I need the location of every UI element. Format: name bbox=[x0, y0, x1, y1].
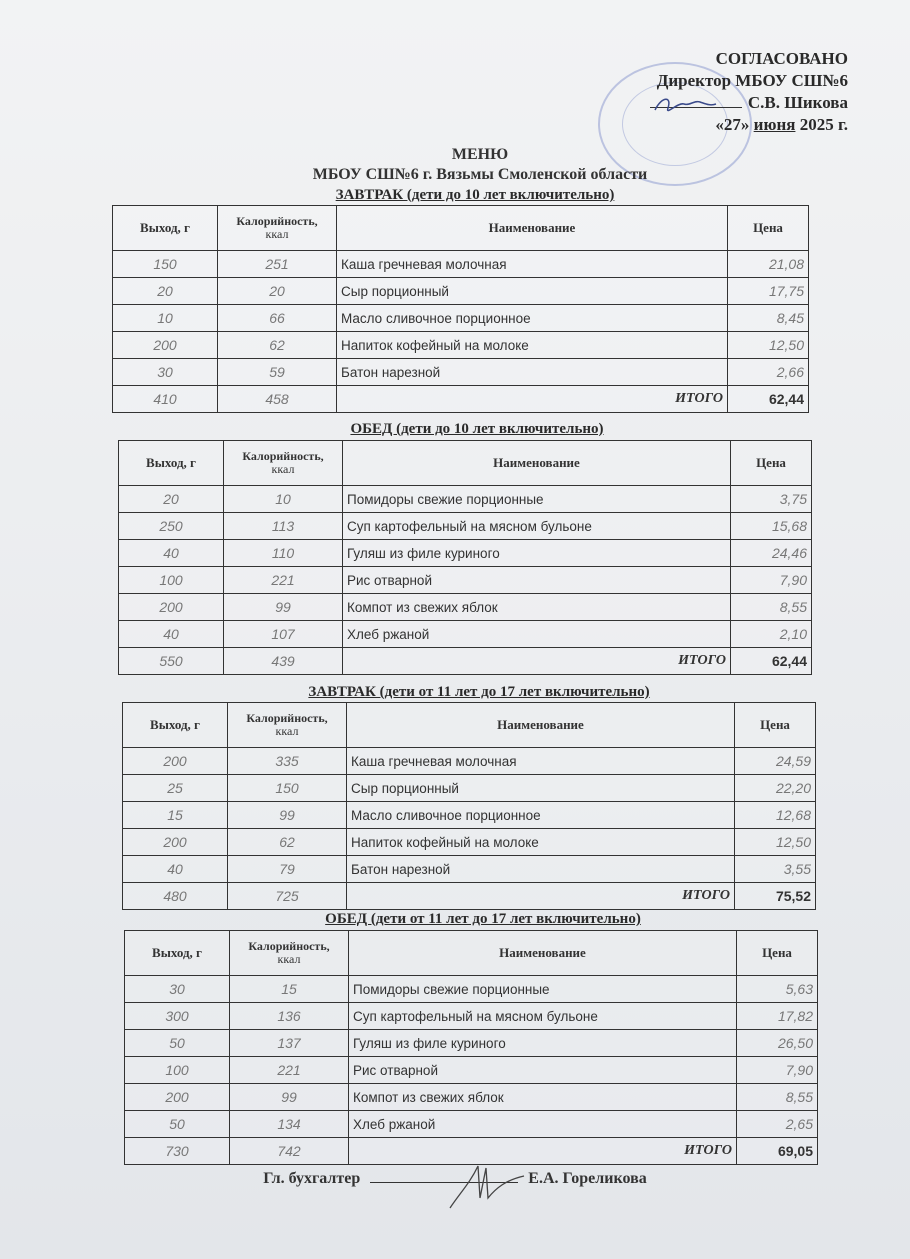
approval-title: СОГЛАСОВАНО bbox=[715, 49, 848, 68]
total-kcal: 439 bbox=[224, 648, 343, 675]
row-kcal: 20 bbox=[218, 278, 337, 305]
row-price: 2,10 bbox=[731, 621, 812, 648]
row-output: 150 bbox=[113, 251, 218, 278]
total-price: 75,52 bbox=[735, 883, 816, 910]
col-name-header: Наименование bbox=[349, 931, 737, 976]
director-signature bbox=[650, 92, 720, 122]
row-name: Рис отварной bbox=[349, 1057, 737, 1084]
row-output: 20 bbox=[119, 486, 224, 513]
row-name: Гуляш из филе куриного bbox=[349, 1030, 737, 1057]
row-output: 200 bbox=[123, 829, 228, 856]
row-kcal: 59 bbox=[218, 359, 337, 386]
row-name: Масло сливочное порционное bbox=[337, 305, 728, 332]
row-output: 200 bbox=[119, 594, 224, 621]
row-kcal: 136 bbox=[230, 1003, 349, 1030]
row-kcal: 113 bbox=[224, 513, 343, 540]
row-output: 200 bbox=[125, 1084, 230, 1111]
table-row bbox=[113, 305, 809, 332]
total-row bbox=[113, 386, 809, 413]
table-row bbox=[119, 486, 812, 513]
table-row bbox=[119, 621, 812, 648]
accountant-role: Гл. бухгалтер bbox=[263, 1170, 361, 1187]
row-output: 200 bbox=[113, 332, 218, 359]
table-row bbox=[123, 829, 816, 856]
row-name: Помидоры свежие порционные bbox=[349, 976, 737, 1003]
section-title-4: ОБЕД (дети от 11 лет до 17 лет включительно) bbox=[325, 911, 641, 927]
row-output: 100 bbox=[119, 567, 224, 594]
menu-table-breakfast-11-17 bbox=[122, 702, 816, 910]
row-price: 12,68 bbox=[735, 802, 816, 829]
col-output-header: Выход, г bbox=[123, 703, 228, 748]
table-row bbox=[119, 540, 812, 567]
row-kcal: 221 bbox=[224, 567, 343, 594]
row-kcal: 107 bbox=[224, 621, 343, 648]
total-row bbox=[123, 883, 816, 910]
table-row bbox=[123, 748, 816, 775]
row-output: 40 bbox=[119, 621, 224, 648]
row-name: Суп картофельный на мясном бульоне bbox=[349, 1003, 737, 1030]
table-row bbox=[119, 594, 812, 621]
row-output: 30 bbox=[125, 976, 230, 1003]
row-name: Напиток кофейный на молоке bbox=[337, 332, 728, 359]
table-header-row bbox=[125, 931, 818, 976]
total-row bbox=[119, 648, 812, 675]
row-kcal: 335 bbox=[228, 748, 347, 775]
row-kcal: 62 bbox=[228, 829, 347, 856]
table-row bbox=[125, 1030, 818, 1057]
table-row bbox=[119, 513, 812, 540]
row-price: 7,90 bbox=[737, 1057, 818, 1084]
row-price: 15,68 bbox=[731, 513, 812, 540]
section-title-3: ЗАВТРАК (дети от 11 лет до 17 лет включительно) bbox=[308, 684, 650, 700]
table-row bbox=[123, 775, 816, 802]
row-name: Каша гречневая молочная bbox=[337, 251, 728, 278]
approval-date: «27» июня 2025 г. bbox=[715, 115, 848, 134]
table-header-row bbox=[119, 441, 812, 486]
total-output: 730 bbox=[125, 1138, 230, 1165]
total-label: ИТОГО bbox=[347, 883, 735, 910]
row-price: 26,50 bbox=[737, 1030, 818, 1057]
total-kcal: 725 bbox=[228, 883, 347, 910]
table-row bbox=[113, 251, 809, 278]
col-calories-header: Калорийность, ккал bbox=[218, 206, 337, 251]
table-row bbox=[113, 359, 809, 386]
col-output-header: Выход, г bbox=[113, 206, 218, 251]
col-output-header: Выход, г bbox=[119, 441, 224, 486]
row-kcal: 134 bbox=[230, 1111, 349, 1138]
row-kcal: 15 bbox=[230, 976, 349, 1003]
col-calories-header: Калорийность, ккал bbox=[224, 441, 343, 486]
total-output: 410 bbox=[113, 386, 218, 413]
row-name: Сыр порционный bbox=[337, 278, 728, 305]
row-name: Масло сливочное порционное bbox=[347, 802, 735, 829]
row-kcal: 99 bbox=[224, 594, 343, 621]
col-calories-header: Калорийность, ккал bbox=[228, 703, 347, 748]
row-kcal: 137 bbox=[230, 1030, 349, 1057]
row-output: 25 bbox=[123, 775, 228, 802]
row-output: 10 bbox=[113, 305, 218, 332]
row-name: Сыр порционный bbox=[347, 775, 735, 802]
menu-table-lunch-11-17 bbox=[124, 930, 818, 1165]
row-price: 8,45 bbox=[728, 305, 809, 332]
row-name: Компот из свежих яблок bbox=[343, 594, 731, 621]
row-price: 17,75 bbox=[728, 278, 809, 305]
table-header-row bbox=[113, 206, 809, 251]
row-kcal: 99 bbox=[228, 802, 347, 829]
row-price: 21,08 bbox=[728, 251, 809, 278]
row-kcal: 10 bbox=[224, 486, 343, 513]
table-row bbox=[125, 1084, 818, 1111]
row-price: 12,50 bbox=[735, 829, 816, 856]
section-title-1: ЗАВТРАК (дети до 10 лет включительно) bbox=[335, 187, 615, 203]
row-name: Рис отварной bbox=[343, 567, 731, 594]
row-output: 50 bbox=[125, 1030, 230, 1057]
document-subtitle: МБОУ СШ№6 г. Вязьмы Смоленской области bbox=[312, 166, 648, 183]
total-kcal: 458 bbox=[218, 386, 337, 413]
row-price: 2,65 bbox=[737, 1111, 818, 1138]
table-row bbox=[113, 278, 809, 305]
row-name: Компот из свежих яблок bbox=[349, 1084, 737, 1111]
row-price: 8,55 bbox=[737, 1084, 818, 1111]
total-label: ИТОГО bbox=[343, 648, 731, 675]
section-title-2: ОБЕД (дети до 10 лет включительно) bbox=[350, 421, 604, 437]
row-output: 100 bbox=[125, 1057, 230, 1084]
row-kcal: 99 bbox=[230, 1084, 349, 1111]
col-price-header: Цена bbox=[731, 441, 812, 486]
menu-table-lunch-under-10 bbox=[118, 440, 812, 675]
approval-position: Директор МБОУ СШ№6 bbox=[656, 71, 848, 90]
row-output: 250 bbox=[119, 513, 224, 540]
col-output-header: Выход, г bbox=[125, 931, 230, 976]
row-name: Гуляш из филе куриного bbox=[343, 540, 731, 567]
row-name: Помидоры свежие порционные bbox=[343, 486, 731, 513]
row-price: 24,59 bbox=[735, 748, 816, 775]
table-row bbox=[125, 1111, 818, 1138]
row-kcal: 251 bbox=[218, 251, 337, 278]
row-kcal: 62 bbox=[218, 332, 337, 359]
row-price: 5,63 bbox=[737, 976, 818, 1003]
total-label: ИТОГО bbox=[349, 1138, 737, 1165]
row-price: 2,66 bbox=[728, 359, 809, 386]
col-price-header: Цена bbox=[728, 206, 809, 251]
row-name: Хлеб ржаной bbox=[343, 621, 731, 648]
document-title: МЕНЮ bbox=[451, 146, 509, 163]
table-row bbox=[119, 567, 812, 594]
accountant-signature bbox=[440, 1158, 530, 1218]
total-price: 62,44 bbox=[731, 648, 812, 675]
row-output: 20 bbox=[113, 278, 218, 305]
table-header-row bbox=[123, 703, 816, 748]
col-price-header: Цена bbox=[735, 703, 816, 748]
row-kcal: 79 bbox=[228, 856, 347, 883]
table-row bbox=[123, 802, 816, 829]
row-kcal: 150 bbox=[228, 775, 347, 802]
row-output: 30 bbox=[113, 359, 218, 386]
row-output: 40 bbox=[119, 540, 224, 567]
row-output: 200 bbox=[123, 748, 228, 775]
row-name: Хлеб ржаной bbox=[349, 1111, 737, 1138]
row-kcal: 110 bbox=[224, 540, 343, 567]
row-price: 3,75 bbox=[731, 486, 812, 513]
col-price-header: Цена bbox=[737, 931, 818, 976]
table-row bbox=[113, 332, 809, 359]
approval-signer: С.В. Шикова bbox=[747, 93, 848, 112]
total-label: ИТОГО bbox=[337, 386, 728, 413]
row-output: 15 bbox=[123, 802, 228, 829]
total-price: 69,05 bbox=[737, 1138, 818, 1165]
col-calories-header: Калорийность, ккал bbox=[230, 931, 349, 976]
accountant-name: Е.А. Гореликова bbox=[528, 1170, 647, 1187]
row-name: Каша гречневая молочная bbox=[347, 748, 735, 775]
row-price: 17,82 bbox=[737, 1003, 818, 1030]
row-price: 12,50 bbox=[728, 332, 809, 359]
row-kcal: 221 bbox=[230, 1057, 349, 1084]
col-name-header: Наименование bbox=[347, 703, 735, 748]
row-name: Батон нарезной bbox=[337, 359, 728, 386]
total-output: 480 bbox=[123, 883, 228, 910]
row-name: Напиток кофейный на молоке bbox=[347, 829, 735, 856]
table-row bbox=[123, 856, 816, 883]
row-price: 8,55 bbox=[731, 594, 812, 621]
total-kcal: 742 bbox=[230, 1138, 349, 1165]
total-output: 550 bbox=[119, 648, 224, 675]
row-output: 40 bbox=[123, 856, 228, 883]
table-row bbox=[125, 1057, 818, 1084]
row-price: 7,90 bbox=[731, 567, 812, 594]
row-kcal: 66 bbox=[218, 305, 337, 332]
row-price: 24,46 bbox=[731, 540, 812, 567]
row-output: 300 bbox=[125, 1003, 230, 1030]
table-row bbox=[125, 1003, 818, 1030]
menu-table-breakfast-under-10 bbox=[112, 205, 809, 413]
row-price: 3,55 bbox=[735, 856, 816, 883]
table-row bbox=[125, 976, 818, 1003]
total-price: 62,44 bbox=[728, 386, 809, 413]
row-name: Батон нарезной bbox=[347, 856, 735, 883]
row-name: Суп картофельный на мясном бульоне bbox=[343, 513, 731, 540]
col-name-header: Наименование bbox=[343, 441, 731, 486]
row-output: 50 bbox=[125, 1111, 230, 1138]
col-name-header: Наименование bbox=[337, 206, 728, 251]
row-price: 22,20 bbox=[735, 775, 816, 802]
